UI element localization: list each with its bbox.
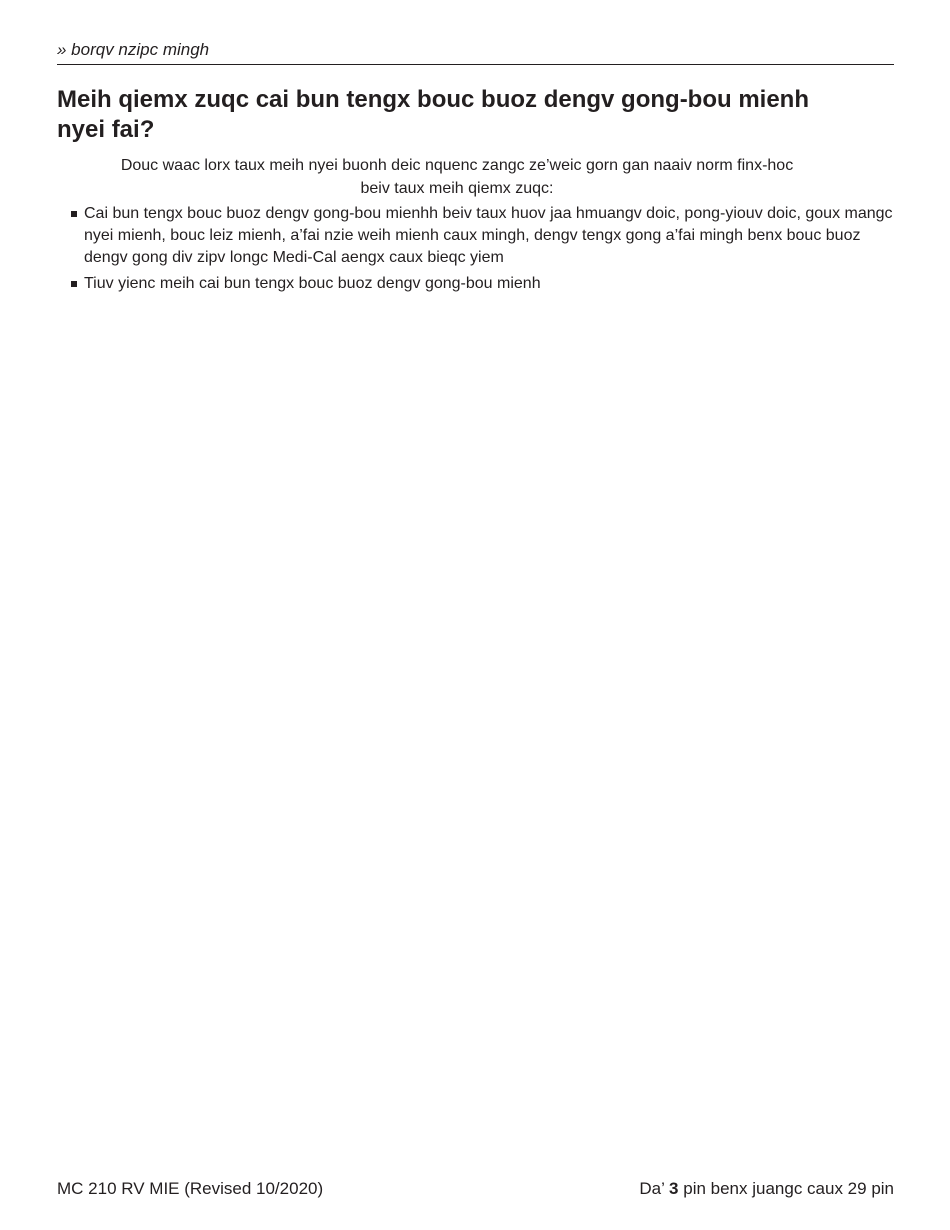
list-item	[57, 203, 894, 269]
bullet-list	[57, 203, 894, 299]
running-header: » borqv nzipc mingh	[57, 39, 894, 65]
form-id: MC 210 RV MIE (Revised 10/2020)	[57, 1179, 324, 1198]
list-item	[57, 273, 894, 295]
page-prefix: Da’	[639, 1179, 665, 1198]
list-item-text: Tiuv yienc meih cai bun tengx bouc buoz dengv gong-bou mienh	[84, 275, 541, 292]
page-indicator	[639, 1178, 894, 1200]
square-bullet-icon	[71, 211, 77, 217]
intro-paragraph	[57, 154, 857, 200]
list-item-text: Cai bun tengx bouc buoz dengv gong-bou mienhh beiv taux huov jaa hmuangv doic, pong-yiouv doic, goux mangc nyei mienh, bouc leiz mienh, a’fai nzie weih mienh caux mingh, dengv tengx gong a’fai mingh benx bouc buoz dengv gong div zipv longc Medi-Cal aengx caux bieqc yiem	[84, 205, 893, 266]
document-page	[57, 0, 894, 1230]
section-heading: Meih qiemx zuqc cai bun tengx bouc buoz dengv gong-bou mienh nyei fai?	[57, 86, 810, 143]
page-number: 3	[669, 1179, 679, 1198]
square-bullet-icon	[71, 281, 77, 287]
page-suffix: pin benx juangc caux 29 pin	[683, 1179, 894, 1198]
intro-line-1: Douc waac lorx taux meih nyei buonh deic nquenc zangc ze’weic gorn gan naaiv norm finx-hoc	[120, 157, 794, 174]
intro-line-2: beiv taux meih qiemx zuqc:	[360, 180, 554, 197]
